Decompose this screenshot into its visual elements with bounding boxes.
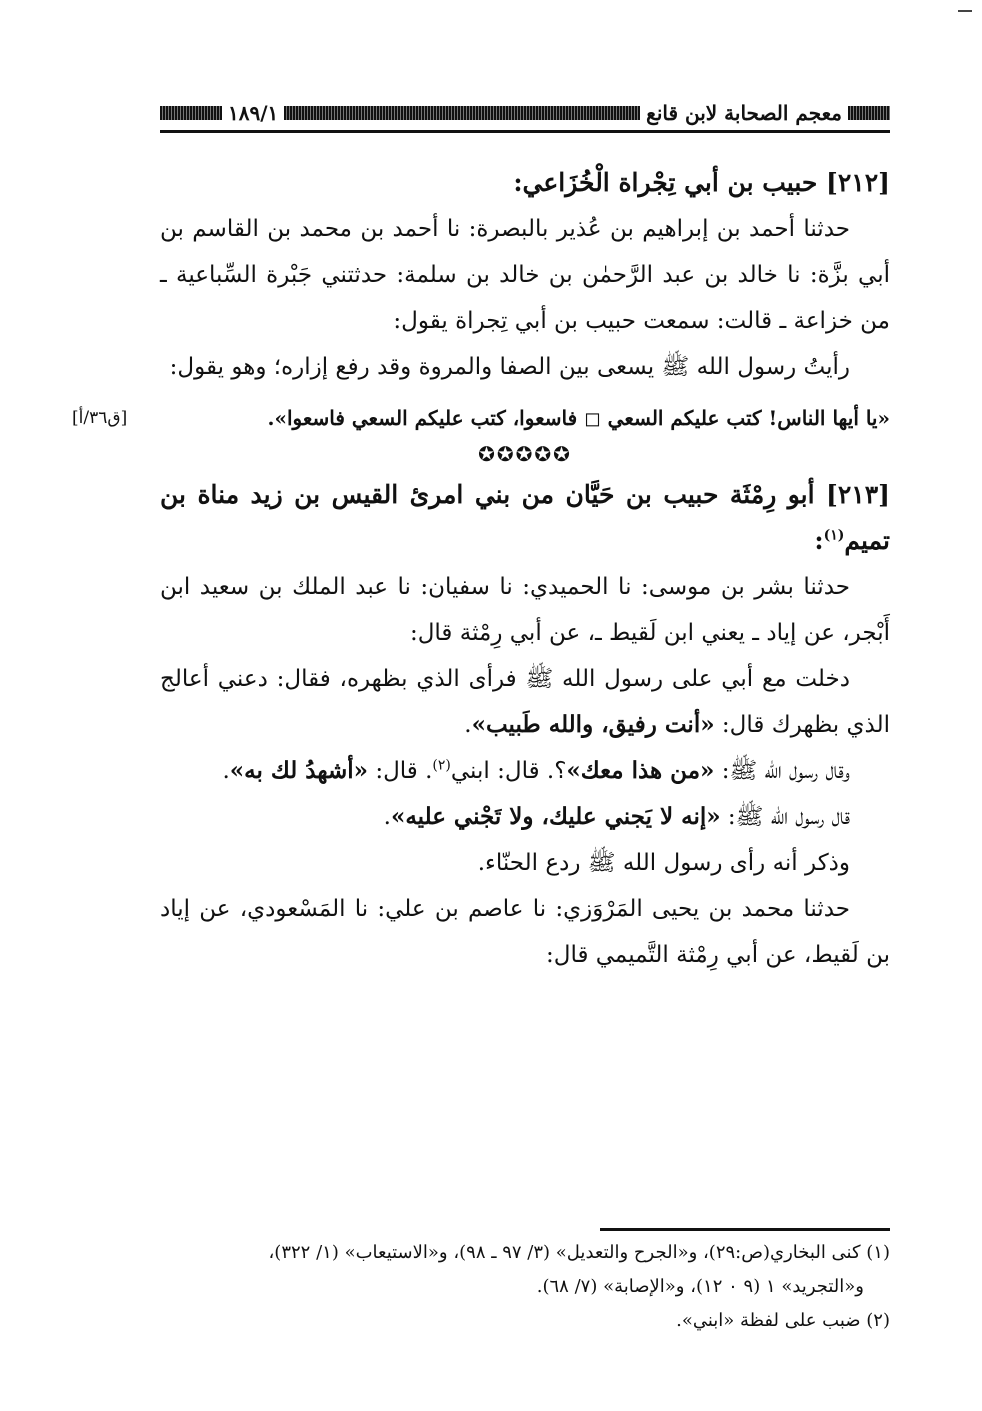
text-span: . قال: bbox=[375, 758, 433, 784]
footnote-1-continued: و«التجريد» ١ (٩ ٠ ١٢)، و«الإصابة» (٧/ ٦٨). bbox=[536, 1276, 864, 1297]
entry-213-paragraph-2 bbox=[160, 656, 890, 748]
text-span: . bbox=[222, 758, 230, 784]
entry-212-hadith: «يا أيها الناس! كتب عليكم السعي ◻ فاسعوا، كتب عليكم السعي فاسعوا». bbox=[267, 406, 890, 430]
footnote-rule bbox=[600, 1228, 890, 1231]
header-rule bbox=[160, 130, 890, 133]
entry-212-hadith-line bbox=[72, 396, 890, 440]
running-header bbox=[160, 100, 890, 126]
text-span: قال رسول الله ﷺ: bbox=[727, 804, 850, 830]
quoted-speech: «من هذا معك» bbox=[566, 757, 715, 784]
entry-213-title bbox=[160, 472, 890, 564]
quoted-speech: «أشهدُ لك به» bbox=[229, 757, 369, 784]
footnote-2: (٢) ضبب على لفظة «ابني». bbox=[676, 1310, 890, 1331]
header-ornament-bar bbox=[284, 106, 640, 120]
footnote-ref-2: (٢) bbox=[432, 757, 451, 774]
entry-213-isnad: حدثنا بشر بن موسى: نا الحميدي: نا سفيان: نا عبد الملك بن سعيد ابن أَبْجر، عن إياد ـ يعني ابن لَقيط ـ، عن أبي رِمْثة قال: bbox=[160, 574, 890, 646]
entry-213-title-end: : bbox=[814, 526, 824, 555]
text-span: . bbox=[383, 804, 391, 830]
entry-213-paragraph-4 bbox=[160, 794, 890, 840]
text-span: وقال رسول الله ﷺ: bbox=[721, 758, 850, 784]
footnote-ref-1: (١) bbox=[823, 527, 845, 544]
text-span: . bbox=[464, 712, 472, 738]
text-span: دخلت مع أبي على رسول الله ﷺ فرأى الذي بظهره، فقال: دعني أعالج الذي بظهرك قال: bbox=[160, 666, 890, 738]
entry-213-paragraph-5: وذكر أنه رأى رسول الله ﷺ ردع الحنّاء. bbox=[477, 850, 850, 876]
quoted-speech: «إنه لا يَجني عليك، ولا تَجْني عليه» bbox=[390, 803, 721, 830]
header-ornament-bar bbox=[848, 106, 890, 120]
entry-212-title: [٢١٢] حبيب بن أبي تِجْراة الْخُزَاعي: bbox=[513, 168, 890, 197]
footnotes bbox=[160, 1236, 890, 1338]
entry-212-text: رأيتُ رسول الله ﷺ يسعى بين الصفا والمروة وقد رفع إزاره؛ وهو يقول: bbox=[169, 354, 850, 380]
quoted-speech: «أنت رفيق، والله طَبيب» bbox=[471, 711, 715, 738]
folio-marker: [ق٣٦/أ] bbox=[72, 408, 128, 428]
entry-213-paragraph-6: حدثنا محمد بن يحيى المَرْوَزي: نا عاصم بن علي: نا المَسْعودي، عن إياد بن لَقيط، عن أبي رِمْثة التَّميمي قال: bbox=[160, 896, 890, 968]
entry-213-title-text: [٢١٣] أبو رِمْثَة حبيب بن حَيَّان من بني امرئ القيس بن زيد مناة بن تميم bbox=[160, 480, 890, 555]
entry-212-isnad: حدثنا أحمد بن إبراهيم بن عُذير بالبصرة: نا أحمد بن محمد بن القاسم بن أبي بزَّة: نا خالد بن عبد الرَّحمٰن بن خالد بن سلمة: حدثتني جَبْرة السِّباعية ـ من خزاعة ـ قالت: سمعت حبيب بن أبي تِجراة يقول: bbox=[160, 216, 890, 334]
entry-213-paragraph-3 bbox=[160, 748, 890, 794]
page-body bbox=[72, 160, 890, 978]
section-separator: ✪✪✪✪✪ bbox=[478, 442, 572, 466]
header-page-number: ١٨٩/١ bbox=[228, 101, 279, 125]
header-title: معجم الصحابة لابن قانع bbox=[646, 101, 842, 125]
corner-mark bbox=[958, 10, 972, 12]
text-span: ؟. قال: ابني bbox=[450, 758, 567, 784]
footnote-1: (١) كنى البخاري(ص:٢٩)، و«الجرح والتعديل» (٣/ ٩٧ ـ ٩٨)، و«الاستيعاب» (١/ ٣٢٢)، bbox=[268, 1242, 890, 1263]
header-ornament-bar bbox=[160, 106, 222, 120]
